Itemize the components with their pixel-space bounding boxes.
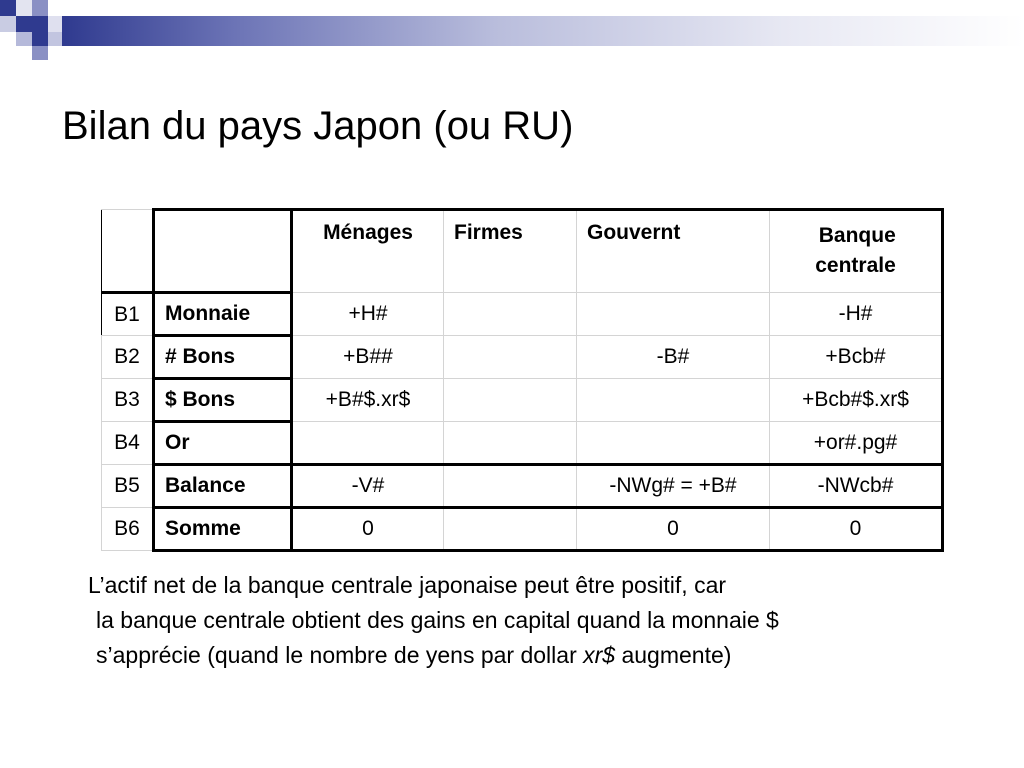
header-banque-line1: Banque [818,224,896,247]
header-banque-line2: centrale [815,254,896,277]
header-cell-id [102,210,154,293]
row-label: Balance [154,465,292,508]
cell-gouvernement: 0 [577,508,770,551]
note-line-3-italic: xr$ [583,642,616,668]
deco-square [32,32,48,46]
cell-menages: -V# [292,465,444,508]
cell-menages [292,422,444,465]
deco-square [16,0,32,16]
table-row [102,422,943,465]
header-firmes: Firmes [444,210,577,293]
cell-menages: 0 [292,508,444,551]
header-gradient-bar [62,16,1024,46]
table-row [102,465,943,508]
cell-gouvernement [577,379,770,422]
cell-firmes [444,508,577,551]
row-id: B1 [102,293,154,336]
table-row [102,336,943,379]
cell-banque-centrale: +or#.pg# [770,422,943,465]
cell-firmes [444,293,577,336]
cell-gouvernement: -NWg# = +B# [577,465,770,508]
explanatory-note [88,568,779,673]
deco-square [16,32,32,46]
note-line-2: la banque centrale obtient des gains en capital quand la monnaie $ [96,607,779,633]
deco-square [48,32,62,46]
row-id: B6 [102,508,154,551]
note-line-1: L’actif net de la banque centrale japonaise peut être positif, car [88,572,727,598]
row-id: B5 [102,465,154,508]
row-id: B4 [102,422,154,465]
header-cell-label [154,210,292,293]
header-menages: Ménages [292,210,444,293]
note-line-3 [88,638,779,673]
cell-gouvernement [577,293,770,336]
row-label: Monnaie [154,293,292,336]
header-banque-centrale [770,210,943,293]
row-label: $ Bons [154,379,292,422]
deco-square [48,16,62,32]
header-banque-centrale-text [815,221,896,281]
cell-banque-centrale: -H# [770,293,943,336]
cell-firmes [444,465,577,508]
table-row [102,508,943,551]
cell-menages: +B## [292,336,444,379]
row-id: B2 [102,336,154,379]
cell-banque-centrale: +Bcb# [770,336,943,379]
cell-firmes [444,379,577,422]
header-decoration [0,0,1024,62]
cell-gouvernement [577,422,770,465]
note-line-3-end: augmente) [615,642,732,668]
row-id: B3 [102,379,154,422]
table-row [102,293,943,336]
balance-sheet-table [101,208,944,552]
note-line-3-start: s’apprécie (quand le nombre de yens par dollar [96,642,584,668]
row-label: Or [154,422,292,465]
deco-square [0,0,16,16]
cell-banque-centrale: -NWcb# [770,465,943,508]
table-row [102,379,943,422]
row-label: # Bons [154,336,292,379]
cell-banque-centrale: 0 [770,508,943,551]
deco-square [0,16,16,32]
page-title: Bilan du pays Japon (ou RU) [62,104,574,148]
row-label: Somme [154,508,292,551]
deco-square [32,0,48,16]
cell-firmes [444,336,577,379]
header-gouvernement: Gouvernt [577,210,770,293]
cell-menages: +H# [292,293,444,336]
cell-firmes [444,422,577,465]
table-header-row [102,210,943,293]
deco-square [16,16,32,32]
cell-menages: +B#$.xr$ [292,379,444,422]
cell-banque-centrale: +Bcb#$.xr$ [770,379,943,422]
cell-gouvernement: -B# [577,336,770,379]
deco-square [32,16,48,32]
deco-square [32,46,48,60]
